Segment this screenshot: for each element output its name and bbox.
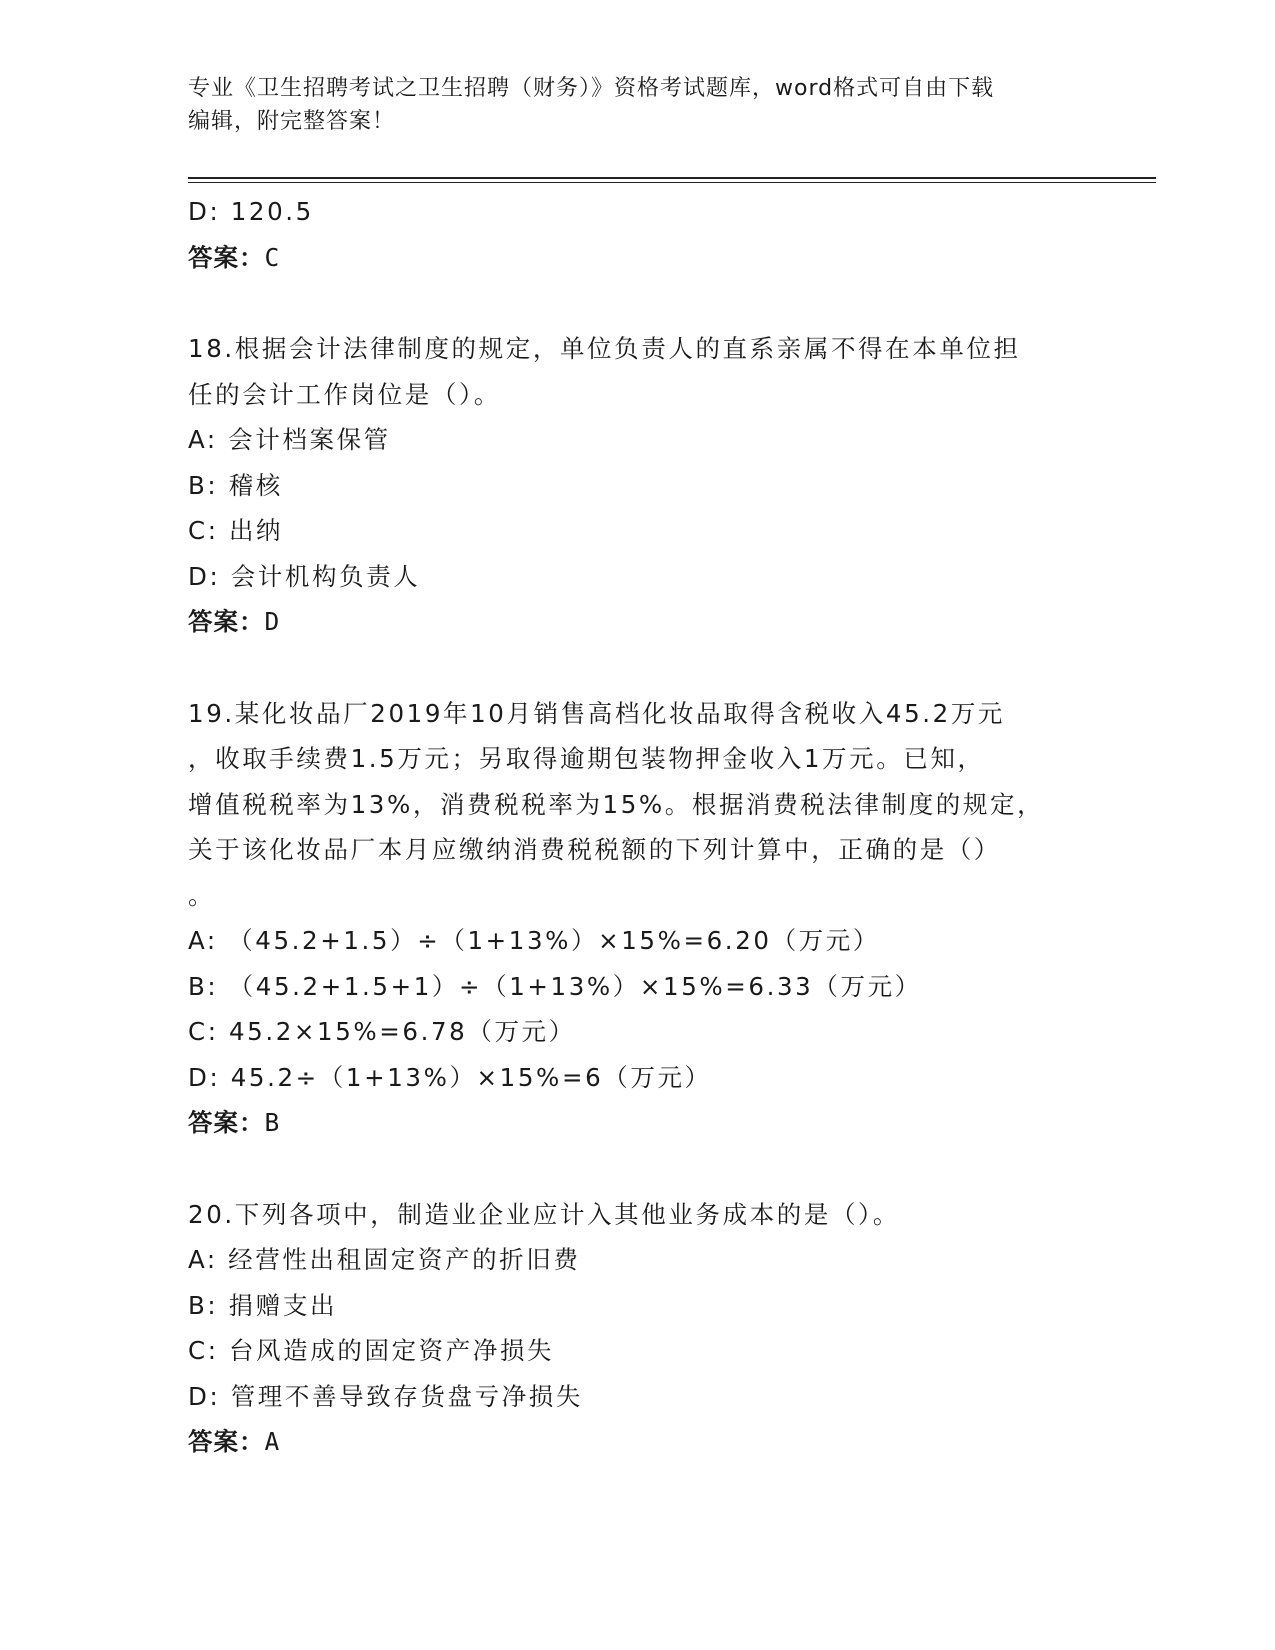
answer-value: B — [264, 1108, 281, 1137]
option-c: C: 出纳 — [188, 516, 284, 545]
option-d: D: 管理不善导致存货盘亏净损失 — [188, 1381, 584, 1411]
header-line-1: 专业《卫生招聘考试之卫生招聘（财务）》资格考试题库，word格式可自由下载 — [188, 76, 995, 101]
option-b: B: 稽核 — [188, 470, 283, 500]
question-stem: 18.根据会计法律制度的规定，单位负责人的直系亲属不得在本单位担 — [188, 334, 1021, 363]
header-divider-thick — [188, 177, 1156, 179]
answer-line — [188, 1419, 1088, 1465]
question-stem: 关于该化妆品厂本月应缴纳消费税税额的下列计算中，正确的是（） — [188, 835, 1001, 864]
question-stem: 20.下列各项中，制造业企业应计入其他业务成本的是（）。 — [188, 1199, 901, 1229]
option-d: D: 45.2÷（1+13%）×15%=6（万元） — [188, 1062, 712, 1092]
question-stem: 。 — [188, 880, 216, 910]
question-stem: 任的会计工作岗位是（）。 — [188, 379, 501, 409]
answer-label: 答案： — [188, 1108, 265, 1137]
question-19 — [188, 691, 1088, 1146]
option-b: B: （45.2+1.5+1）÷（1+13%）×15%=6.33（万元） — [188, 971, 922, 1001]
option-a: A: 会计档案保管 — [188, 425, 391, 454]
spacer — [188, 1146, 1088, 1192]
question-20 — [188, 1192, 1088, 1465]
question-stem: 增值税税率为13%，消费税税率为15%。根据消费税法律制度的规定， — [188, 789, 1045, 819]
answer-value: D — [264, 607, 281, 636]
header-divider-thin — [188, 182, 1156, 183]
answer-line — [188, 235, 1088, 281]
question-stem: 19.某化妆品厂2019年10月销售高档化妆品取得含税收入45.2万元 — [188, 698, 1006, 728]
spacer — [188, 645, 1088, 691]
question-stem: ，收取手续费1.5万元；另取得逾期包装物押金收入1万元。已知， — [188, 744, 985, 773]
option-c: C: 台风造成的固定资产净损失 — [188, 1336, 555, 1365]
document-body — [188, 189, 1088, 1465]
option-b: B: 捐赠支出 — [188, 1290, 338, 1320]
option-a: A: （45.2+1.5）÷（1+13%）×15%=6.20（万元） — [188, 926, 880, 955]
document-header — [188, 72, 1078, 138]
answer-label: 答案： — [188, 242, 265, 272]
header-line-2: 编辑，附完整答案！ — [188, 109, 396, 134]
option-d: D: 120.5 — [188, 197, 314, 226]
option-a: A: 经营性出租固定资产的折旧费 — [188, 1245, 581, 1274]
spacer — [188, 280, 1088, 326]
question-18 — [188, 326, 1088, 645]
option-c: C: 45.2×15%=6.78（万元） — [188, 1017, 576, 1046]
answer-label: 答案： — [188, 607, 265, 636]
answer-line — [188, 599, 1088, 645]
option-d: D: 会计机构负责人 — [188, 561, 421, 591]
answer-value: C — [264, 242, 281, 272]
answer-label: 答案： — [188, 1427, 265, 1456]
answer-value: A — [264, 1427, 281, 1456]
answer-line — [188, 1100, 1088, 1146]
